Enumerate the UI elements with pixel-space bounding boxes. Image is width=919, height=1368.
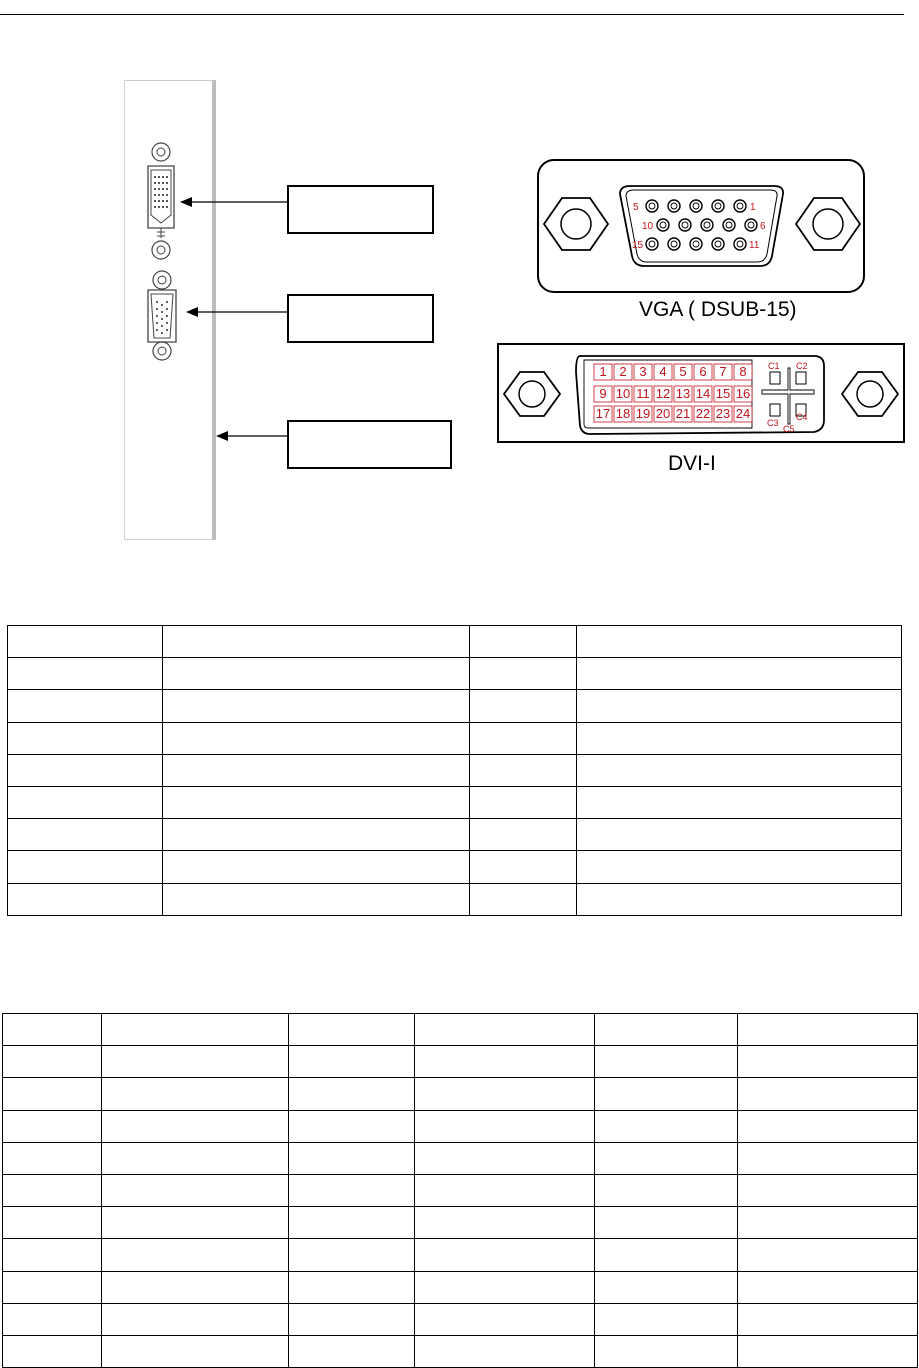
table-cell bbox=[163, 883, 470, 915]
dvi-pin-label: 11 bbox=[636, 386, 650, 401]
table-cell bbox=[289, 1207, 415, 1239]
table-cell bbox=[102, 1110, 289, 1142]
dvi-pin-label: 13 bbox=[675, 386, 691, 401]
table-cell bbox=[163, 754, 470, 786]
table-cell bbox=[595, 1271, 738, 1303]
table-row bbox=[8, 658, 902, 690]
dvi-connector-diagram bbox=[496, 342, 908, 448]
table-cell bbox=[595, 1174, 738, 1206]
callout-box-vga bbox=[287, 294, 434, 343]
dvi-analog-label: C3 bbox=[767, 418, 779, 428]
table-cell bbox=[595, 1110, 738, 1142]
table-cell bbox=[163, 690, 470, 722]
table-cell bbox=[8, 754, 163, 786]
table-cell bbox=[102, 1239, 289, 1271]
pin-table-1 bbox=[7, 625, 902, 916]
table-cell bbox=[289, 1335, 415, 1367]
table-row bbox=[3, 1142, 918, 1174]
table-row bbox=[8, 690, 902, 722]
vga-pin-label: 1 bbox=[750, 202, 756, 213]
table-cell bbox=[738, 1014, 918, 1046]
table-row bbox=[8, 786, 902, 818]
table-row bbox=[8, 851, 902, 883]
table-cell bbox=[738, 1142, 918, 1174]
table-cell bbox=[577, 851, 902, 883]
table-cell bbox=[163, 658, 470, 690]
table-cell bbox=[289, 1142, 415, 1174]
table-cell bbox=[3, 1014, 102, 1046]
table-cell bbox=[577, 690, 902, 722]
dvi-pin-label: 2 bbox=[619, 364, 627, 379]
table-cell bbox=[470, 658, 577, 690]
dvi-pin-label: 19 bbox=[635, 406, 651, 421]
vga-connector-diagram bbox=[536, 158, 868, 296]
dvi-pin-label: 18 bbox=[615, 406, 631, 421]
table-cell bbox=[577, 658, 902, 690]
table-row bbox=[3, 1303, 918, 1335]
table-cell bbox=[470, 754, 577, 786]
table-cell bbox=[577, 754, 902, 786]
table-cell bbox=[102, 1174, 289, 1206]
dvi-analog-label: C2 bbox=[796, 361, 808, 371]
table-cell bbox=[595, 1303, 738, 1335]
table-cell bbox=[3, 1174, 102, 1206]
table-cell bbox=[163, 819, 470, 851]
table-cell bbox=[102, 1078, 289, 1110]
table-cell bbox=[595, 1207, 738, 1239]
table-cell bbox=[415, 1014, 595, 1046]
table-row bbox=[3, 1174, 918, 1206]
dvi-analog-label: C4 bbox=[796, 412, 808, 422]
table-row bbox=[8, 883, 902, 915]
table-cell bbox=[595, 1014, 738, 1046]
table-cell bbox=[289, 1303, 415, 1335]
vga-pin-label: 6 bbox=[760, 221, 766, 232]
table-cell bbox=[738, 1335, 918, 1367]
table-cell bbox=[163, 626, 470, 658]
dvi-pin-label: 6 bbox=[699, 364, 707, 379]
table-cell bbox=[8, 658, 163, 690]
table-cell bbox=[738, 1271, 918, 1303]
table-cell bbox=[3, 1142, 102, 1174]
table-cell bbox=[470, 819, 577, 851]
dvi-pin-label: 14 bbox=[695, 386, 711, 401]
dvi-pin-label: 17 bbox=[595, 406, 611, 421]
dvi-pin-label: 7 bbox=[719, 364, 727, 379]
table-cell bbox=[3, 1110, 102, 1142]
table-cell bbox=[102, 1142, 289, 1174]
dvi-pin-label: 4 bbox=[659, 364, 667, 379]
vga-pin-label: 15 bbox=[632, 240, 644, 251]
table-row bbox=[3, 1110, 918, 1142]
dvi-pin-label: 12 bbox=[655, 386, 671, 401]
table-cell bbox=[102, 1207, 289, 1239]
table-row bbox=[3, 1239, 918, 1271]
table-row bbox=[8, 819, 902, 851]
dvi-pin-label: 20 bbox=[655, 406, 671, 421]
table-cell bbox=[415, 1239, 595, 1271]
table-cell bbox=[470, 851, 577, 883]
table-cell bbox=[738, 1046, 918, 1078]
vga-pin-label: 10 bbox=[642, 221, 654, 232]
table-cell bbox=[470, 883, 577, 915]
table-cell bbox=[163, 851, 470, 883]
table-cell bbox=[102, 1335, 289, 1367]
table-cell bbox=[738, 1110, 918, 1142]
table-cell bbox=[577, 722, 902, 754]
dvi-pin-label: 3 bbox=[639, 364, 647, 379]
table-cell bbox=[470, 690, 577, 722]
table-cell bbox=[415, 1271, 595, 1303]
vga-pin-label: 11 bbox=[749, 240, 760, 251]
table-cell bbox=[415, 1303, 595, 1335]
table-cell bbox=[738, 1174, 918, 1206]
table-cell bbox=[415, 1046, 595, 1078]
vga-caption: VGA ( DSUB-15) bbox=[639, 298, 797, 321]
table-cell bbox=[738, 1303, 918, 1335]
table-cell bbox=[595, 1335, 738, 1367]
table-row bbox=[3, 1207, 918, 1239]
table-cell bbox=[415, 1110, 595, 1142]
table-cell bbox=[415, 1078, 595, 1110]
dvi-pin-label: 16 bbox=[735, 386, 751, 401]
dvi-pin-label: 10 bbox=[615, 386, 631, 401]
table-cell bbox=[738, 1207, 918, 1239]
table-cell bbox=[415, 1207, 595, 1239]
table-row bbox=[3, 1046, 918, 1078]
table-cell bbox=[8, 883, 163, 915]
table-cell bbox=[3, 1303, 102, 1335]
table-cell bbox=[470, 786, 577, 818]
table-cell bbox=[3, 1271, 102, 1303]
dvi-analog-label: C1 bbox=[768, 361, 780, 371]
callout-box-panel bbox=[287, 420, 452, 469]
dvi-pin-label: 23 bbox=[715, 406, 731, 421]
table-row bbox=[3, 1014, 918, 1046]
table-row bbox=[8, 754, 902, 786]
table-cell bbox=[470, 722, 577, 754]
table-cell bbox=[577, 819, 902, 851]
table-cell bbox=[8, 722, 163, 754]
table-cell bbox=[415, 1335, 595, 1367]
table-cell bbox=[595, 1142, 738, 1174]
table-cell bbox=[595, 1078, 738, 1110]
table-row bbox=[3, 1335, 918, 1367]
table-cell bbox=[3, 1078, 102, 1110]
table-cell bbox=[577, 626, 902, 658]
table-cell bbox=[102, 1303, 289, 1335]
callout-arrows bbox=[0, 0, 460, 480]
table-cell bbox=[102, 1046, 289, 1078]
table-cell bbox=[289, 1110, 415, 1142]
table-cell bbox=[8, 851, 163, 883]
dvi-pin-label: 15 bbox=[715, 386, 731, 401]
table-cell bbox=[289, 1046, 415, 1078]
table-cell bbox=[289, 1014, 415, 1046]
table-cell bbox=[3, 1335, 102, 1367]
table-cell bbox=[738, 1239, 918, 1271]
table-row bbox=[8, 722, 902, 754]
dvi-caption: DVI-I bbox=[668, 452, 716, 475]
table-cell bbox=[163, 786, 470, 818]
table-cell bbox=[415, 1142, 595, 1174]
table-cell bbox=[163, 722, 470, 754]
table-cell bbox=[289, 1174, 415, 1206]
dvi-pin-label: 21 bbox=[675, 406, 691, 421]
table-cell bbox=[595, 1239, 738, 1271]
dvi-pin-label: 8 bbox=[739, 364, 747, 379]
table-cell bbox=[3, 1207, 102, 1239]
table-cell bbox=[738, 1078, 918, 1110]
table-row bbox=[3, 1271, 918, 1303]
table-cell bbox=[8, 626, 163, 658]
table-cell bbox=[8, 819, 163, 851]
table-cell bbox=[577, 883, 902, 915]
dvi-pin-label: 22 bbox=[695, 406, 711, 421]
table-row bbox=[8, 626, 902, 658]
dvi-pin-label: 1 bbox=[599, 364, 607, 379]
dvi-pin-label: 24 bbox=[735, 406, 751, 421]
table-cell bbox=[470, 626, 577, 658]
table-cell bbox=[289, 1239, 415, 1271]
table-cell bbox=[102, 1271, 289, 1303]
table-cell bbox=[595, 1046, 738, 1078]
callout-box-dvi bbox=[287, 185, 434, 234]
table-cell bbox=[3, 1046, 102, 1078]
vga-pin-label: 5 bbox=[633, 202, 639, 213]
pin-table-2 bbox=[2, 1013, 918, 1368]
table-cell bbox=[577, 786, 902, 818]
table-cell bbox=[289, 1078, 415, 1110]
table-row bbox=[3, 1078, 918, 1110]
dvi-pin-label: 9 bbox=[599, 386, 607, 401]
dvi-analog-label: C5 bbox=[783, 424, 795, 434]
table-cell bbox=[8, 786, 163, 818]
table-cell bbox=[8, 690, 163, 722]
table-cell bbox=[289, 1271, 415, 1303]
table-cell bbox=[102, 1014, 289, 1046]
dvi-pin-label: 5 bbox=[679, 364, 687, 379]
table-cell bbox=[3, 1239, 102, 1271]
table-cell bbox=[415, 1174, 595, 1206]
